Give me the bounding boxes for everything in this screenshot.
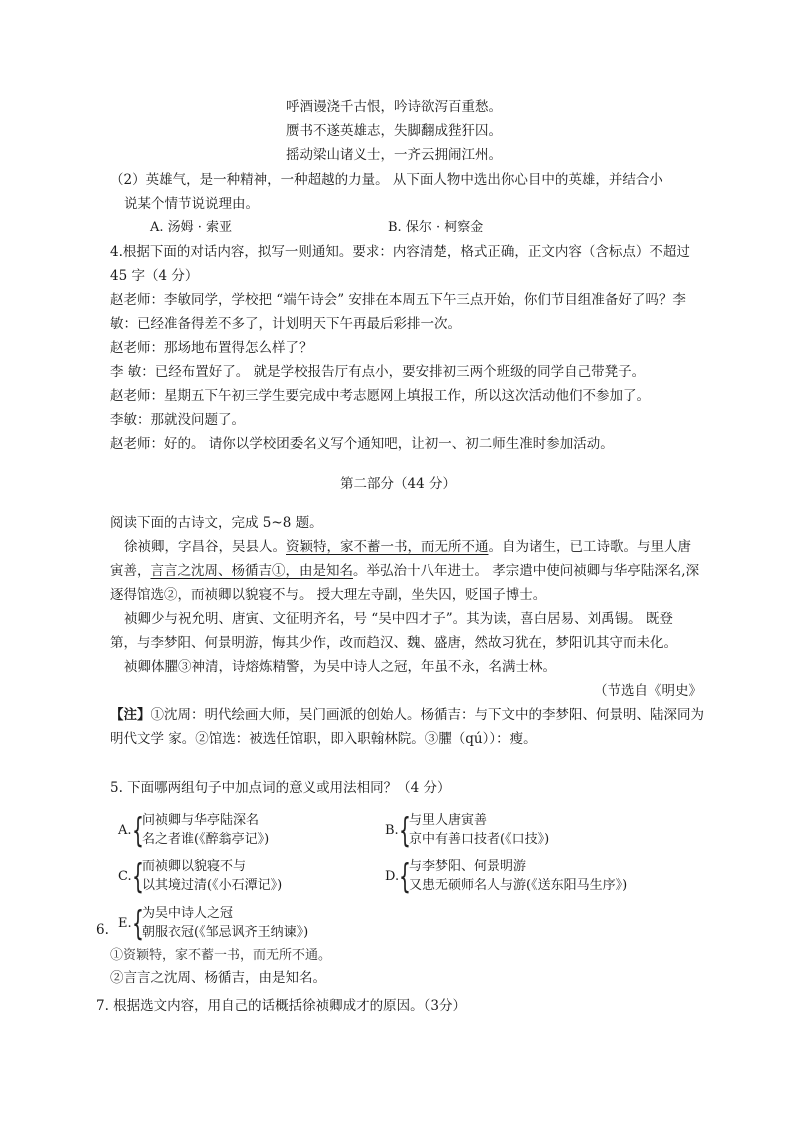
q6-sentence-1: ①资颖特，家不蓄一书，而无所不通。 [110, 948, 332, 963]
poem-line-1: 呼酒谩浇千古恨，吟诗欲泻百重愁。 [286, 99, 502, 115]
underlined-sentence-1: 资颖特，家不蓄一书，而无所不通 [286, 539, 489, 555]
q4-stem-line1: 4.根据下面的对话内容，拟写一则通知。要求：内容清楚，格式正确，正文内容（含标点）不超过 [110, 244, 690, 260]
q3-option-b: B. 保尔 · 柯察金 [388, 220, 484, 235]
passage-p1-line1: 徐祯卿，字昌谷，吴县人。资颖特，家不蓄一书，而无所不通。自为诸生，已工诗歌。与里人唐 [124, 539, 691, 555]
q4-dialog-line: 李 敏：已经布置好了。 就是学校报告厅有点小，要安排初三两个班级的同学自己带凳子。 [110, 364, 646, 380]
q5-option-b: B. { 与里人唐寅善 京中有善口技者(《口技》) [385, 811, 550, 851]
q4-dialog-line: 赵老师：好的。 请你以学校团委名义写个通知吧，让初一、初二师生准时参加活动。 [110, 436, 614, 452]
q5-option-e: E. { 为吴中诗人之冠 朝服衣冠(《邹忌讽齐王纳谏》) [118, 904, 309, 944]
q5-option-d: D. { 与李梦阳、何景明游 又患无硕师名人与游(《送东阳马生序》) [385, 857, 628, 897]
passage-p2-line1: 祯卿少与祝允明、唐寅、文征明齐名，号 “吴中四才子”。其为读，喜白居易、刘禹锡。 既登 [124, 611, 673, 627]
q6-number: 6. [96, 922, 109, 938]
q5-option-c: C. { 而祯卿以貌寝不与 以其境过清(《小石潭记》) [118, 857, 283, 897]
passage-p3-line1: 祯卿体臞③神清，诗熔炼精警，为吴中诗人之冠，年虽不永，名满士林。 [124, 659, 556, 675]
q6-sentence-2: ②言言之沈周、杨循吉，由是知名。 [110, 970, 326, 986]
q4-dialog-line: 赵老师：李敏同学，学校把 “端午诗会” 安排在本周五下午三点开始，你们节目组准备好了吗？李 [110, 292, 686, 308]
passage-p1-line2: 寅善，言言之沈周、杨循吉①，由是知名。举弘治十八年进士。 孝宗遣中使问祯卿与华亭陆深名,深 [110, 563, 700, 579]
q5-option-a: A. { 问祯卿与华亭陆深名 名之者谁(《醉翁亭记》) [118, 811, 270, 851]
passage-p2-line2: 第，与李梦阳、何景明游，悔其少作，改而趋汉、魏、盛唐，然故习犹在，梦阳讥其守而未化。 [110, 635, 677, 651]
section-heading: 第二部分（44 分） [340, 476, 456, 492]
q4-dialog-line: 赵老师：星期五下午初三学生要完成中考志愿网上填报工作，所以这次活动他们不参加了。 [110, 388, 650, 404]
q3-option-a: A. 汤姆 · 索亚 [150, 220, 233, 235]
q5-stem: 5. 下面哪两组句子中加点词的意义或用法相同？（4 分） [110, 780, 451, 796]
passage-p1-line3: 逐得馆选②，而祯卿以貌寝不与。 授大理左寺副，坐失囚，贬国子博士。 [110, 587, 547, 603]
poem-line-3: 摇动梁山诸义士，一齐云拥闹江州。 [286, 147, 502, 163]
q4-dialog-line: 李敏：那就没问题了。 [110, 412, 245, 428]
q3-part2-line1: （2）英雄气，是一种精神，一种超越的力量。 从下面人物中选出你心目中的英雄，并结合小 [110, 172, 663, 188]
passage-intro: 阅读下面的古诗文，完成 5~8 题。 [110, 515, 323, 531]
underlined-sentence-2: 言言之沈周、杨循吉①，由是知名 [150, 563, 353, 579]
q4-dialog-line: 赵老师：那场地布置得怎么样了？ [110, 340, 313, 356]
q4-stem-line2: 45 字（4 分） [110, 268, 199, 284]
note-label: 【注】 [110, 707, 151, 723]
q7-stem: 7. 根据选文内容，用自己的话概括徐祯卿成才的原因。（3分） [96, 998, 467, 1014]
poem-line-2: 赝书不遂英雄志，失脚翻成狴犴囚。 [286, 123, 502, 139]
note-line2: 明代文学 家。②馆选：被选任馆职，即入职翰林院。③臞（qú））：瘦。 [110, 731, 537, 747]
note-line1: 【注】①沈周：明代绘画大师，吴门画派的创始人。杨循吉：与下文中的李梦阳、何景明、陆深同为 [110, 707, 704, 723]
q4-dialog-line: 敏：已经准备得差不多了，计划明天下午再最后彩排一次。 [110, 316, 461, 332]
passage-source: （节选自《明史》 [594, 683, 702, 699]
q3-part2-line2: 说某个情节说说理由。 [124, 196, 259, 212]
